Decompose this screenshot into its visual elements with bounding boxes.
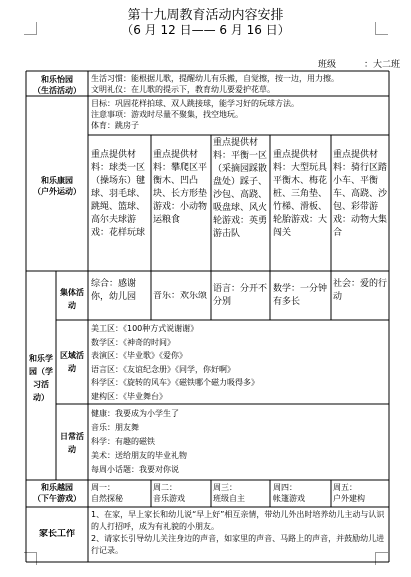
play-game: 帐篷游戏 [273,494,305,503]
life-etiquette: 文明礼仪：在儿歌的提示下，教育幼儿要爱护花草。 [91,85,275,94]
daily-music: 音乐：朋友舞 [91,423,139,432]
daily-topic: 每周小话题：我要对你说 [91,465,179,474]
outdoor-header-sub: （户外运动） [33,187,81,196]
play-header [27,482,87,504]
play-day-label: 周五： [333,483,357,492]
parents-header: 家长工作 [38,529,75,539]
collective-item-integrated: 综合：感谢你，幼儿园 [91,279,137,302]
outdoor-goal: 目标：巩固花样拍球、双人跳接球，能学习好的玩球方法。 [91,99,299,108]
collective-item-music: 音乐：欢乐颂 [153,291,208,301]
area-construction: 建构区：《毕业舞台》 [91,391,167,401]
collective-item-social: 社会：爱的行动 [333,279,387,302]
area-math: 数学区：《神奇的时间》 [91,337,175,347]
area-language: 语言区：《友谊纪念册》《同学，你好啊》 [91,364,235,374]
area-science: 科学区：《旋转的风车》《磁铁哪个磁力吸得多》 [91,378,259,387]
outdoor-area-balance: 重点提供材料：平衡一区（采摘园踩散盘处）踩子、沙包、高跷、吸盘球、风火轮游戏：英勇游击队 [213,138,268,239]
daily-activity-label: 日常活动 [60,432,84,454]
play-day-label: 周一： [91,483,115,492]
outdoor-area-large-toys: 重点提供材料：大型玩具平衡木、梅花桩、三角垫、竹梯、滑板、轮胎游戏：大闯关 [273,150,328,238]
life-header-name: 和乐怡园 [41,75,73,84]
outdoor-header-name: 和乐康园 [41,176,73,185]
daily-activity-list [91,407,387,477]
outdoor-area-riding: 重点提供材料：骑行区踏小车、平衡车、高跷、沙包、彩带游戏：动物大集合 [333,150,387,238]
play-day-tue [153,482,209,504]
play-game: 户外建构 [333,494,365,503]
area-performance: 表演区：《毕业歌》《爱你》 [91,351,187,360]
outdoor-pe: 体育：跳房子 [91,121,139,130]
play-day-thu [273,482,329,504]
collective-label: 集体活动 [60,288,84,310]
play-day-wed [213,482,269,504]
play-game: 自然探秘 [91,494,123,503]
class-value: ：大二班 [364,60,401,70]
collective-item-math: 数学：一分钟有多长 [273,284,328,307]
play-day-fri [333,482,387,504]
collective-item-language: 语言：分开不分别 [213,284,268,307]
outdoor-area-ball: 重点提供材料：球类一区（操场东）毽球、羽毛球、跳绳、篮球、高尔夫球游戏：花样玩球 [91,150,146,238]
life-content [91,73,387,95]
outdoor-header [27,175,87,197]
parents-tip-2: 2、请家长引导幼儿关注身边的声音，如家里的声音、马路上的声音，并鼓励幼儿进行记录。 [91,534,385,555]
play-day-label: 周四： [273,483,297,492]
page-title: 第十九周教育活动内容安排 [127,8,284,23]
daily-art: 美术：送给朋友的毕业礼物 [91,451,187,460]
play-day-label: 周三： [213,483,237,492]
learning-header: 和乐学园（学习活动） [29,354,53,402]
daily-science: 科学：有趣的磁铁 [91,437,155,446]
area-activity-label: 区域活动 [60,351,84,373]
play-header-sub: （下午游戏） [33,494,81,503]
parents-tip-1: 1、在家，早上家长和幼儿说“早上好”相互亲情，带幼儿外出时培养幼儿主动与认识的人打招呼，成为有礼貌的小朋友。 [91,510,385,531]
life-habits: 生活习惯：能根据儿歌，提醒幼儿有乐搬，自觉擦，按一边，用力擦。 [91,74,339,83]
play-header-name: 和乐越园 [41,483,73,492]
outdoor-area-climb: 重点提供材料：攀爬区平衡木、凹凸块、长方形垫游戏：小动物运粮食 [153,150,208,225]
play-day-mon [91,482,149,504]
parents-content [91,509,387,557]
play-game: 音乐游戏 [153,494,185,503]
area-art: 美工区：《100种方式说谢谢》 [91,324,199,333]
date-range: （6 月 12 日—— 6 月 16 日） [121,23,290,37]
life-header [27,74,87,96]
daily-health: 健康：我要成为小学生了 [91,409,179,418]
life-header-sub: （生活活动） [33,86,81,95]
class-label: 班级 [318,60,337,70]
outdoor-overview [91,98,387,131]
play-day-label: 周二： [153,483,177,492]
outdoor-notice: 注意事项：游戏时尽量不聚集，找空地玩。 [91,110,243,119]
play-game: 班级自主 [213,494,245,503]
area-activity-list [91,322,387,403]
